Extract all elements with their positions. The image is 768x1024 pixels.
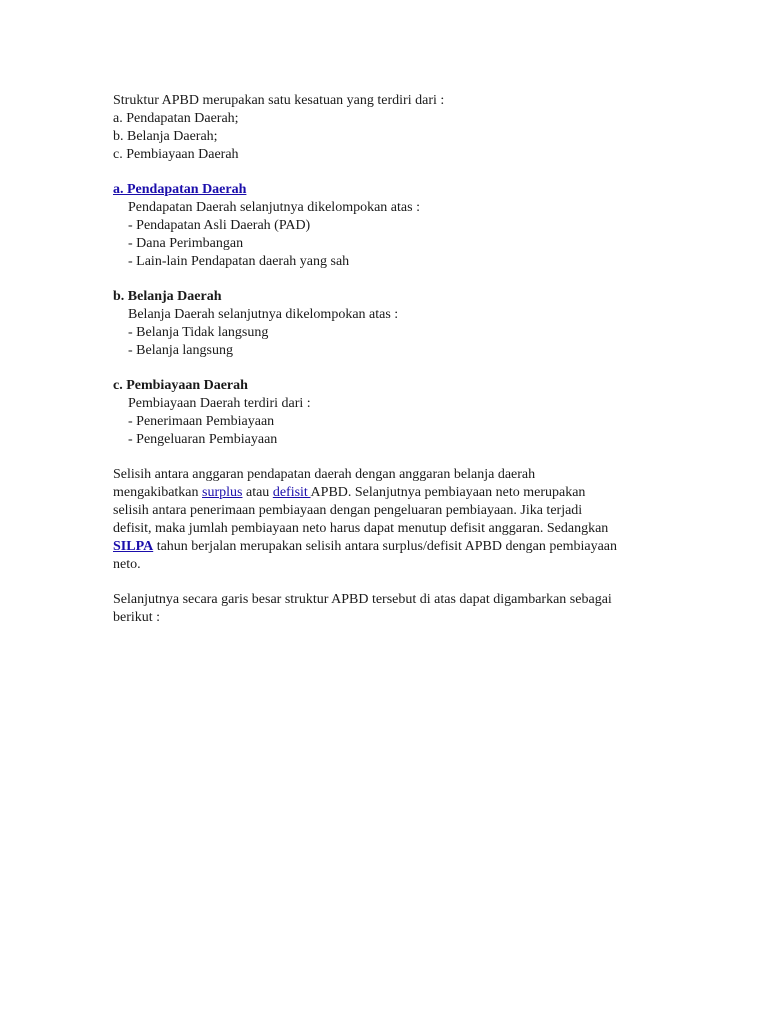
defisit-link[interactable]: defisit (272, 485, 311, 500)
paragraph-text: atau (242, 485, 273, 500)
section-desc: Pembiayaan Daerah terdiri dari : (128, 396, 311, 411)
intro-text: Struktur APBD merupakan satu kesatuan yang terdiri dari : (113, 93, 445, 108)
intro-item: b. Belanja Daerah; (113, 129, 218, 144)
paragraph-text: mengakibatkan (113, 485, 203, 500)
paragraph-line (113, 484, 673, 502)
paragraph-struktur (113, 591, 673, 627)
list-item: - Dana Perimbangan (128, 236, 244, 251)
paragraph-line: Selisih antara anggaran pendapatan daerah dengan anggaran belanja daerah (113, 467, 536, 482)
paragraph-line (113, 538, 673, 556)
spacer (113, 271, 673, 288)
silpa-link[interactable]: SILPA (113, 539, 154, 554)
section-desc: Pendapatan Daerah selanjutnya dikelompokan atas : (128, 200, 420, 215)
paragraph-text: tahun berjalan merupakan selisih antara surplus/defisit APBD dengan pembiayaan (153, 539, 618, 554)
paragraph-line: selisih antara penerimaan pembiayaan dengan pengeluaran pembiayaan. Jika terjadi (113, 503, 583, 518)
paragraph-line: berikut : (113, 610, 161, 625)
paragraph-text: APBD. Selanjutnya pembiayaan neto merupakan (310, 485, 586, 500)
spacer (113, 449, 673, 466)
list-item: - Lain-lain Pendapatan daerah yang sah (128, 254, 350, 269)
list-item: - Pengeluaran Pembiayaan (128, 432, 278, 447)
section-pendapatan-daerah (113, 181, 673, 271)
surplus-link[interactable]: surplus (202, 485, 243, 500)
section-heading: b. Belanja Daerah (113, 289, 222, 304)
spacer (113, 360, 673, 377)
spacer (113, 164, 673, 181)
section-desc: Belanja Daerah selanjutnya dikelompokan atas : (128, 307, 399, 322)
section-pembiayaan-daerah (113, 377, 673, 449)
section-belanja-daerah (113, 288, 673, 360)
paragraph-selisih (113, 466, 673, 574)
list-item: - Belanja langsung (128, 343, 233, 358)
spacer (113, 574, 673, 591)
list-item: - Pendapatan Asli Daerah (PAD) (128, 218, 311, 233)
document-body (113, 92, 673, 627)
section-heading: c. Pembiayaan Daerah (113, 378, 248, 393)
section-heading-link[interactable]: a. Pendapatan Daerah (113, 182, 247, 197)
paragraph-line: defisit, maka jumlah pembiayaan neto harus dapat menutup defisit anggaran. Sedangkan (113, 521, 609, 536)
list-item: - Belanja Tidak langsung (128, 325, 269, 340)
intro-item: c. Pembiayaan Daerah (113, 147, 239, 162)
paragraph-line: Selanjutnya secara garis besar struktur APBD tersebut di atas dapat digambarkan sebagai (113, 592, 612, 607)
list-item: - Penerimaan Pembiayaan (128, 414, 275, 429)
intro-item: a. Pendapatan Daerah; (113, 111, 239, 126)
paragraph-line: neto. (113, 557, 141, 572)
intro-block (113, 92, 673, 164)
